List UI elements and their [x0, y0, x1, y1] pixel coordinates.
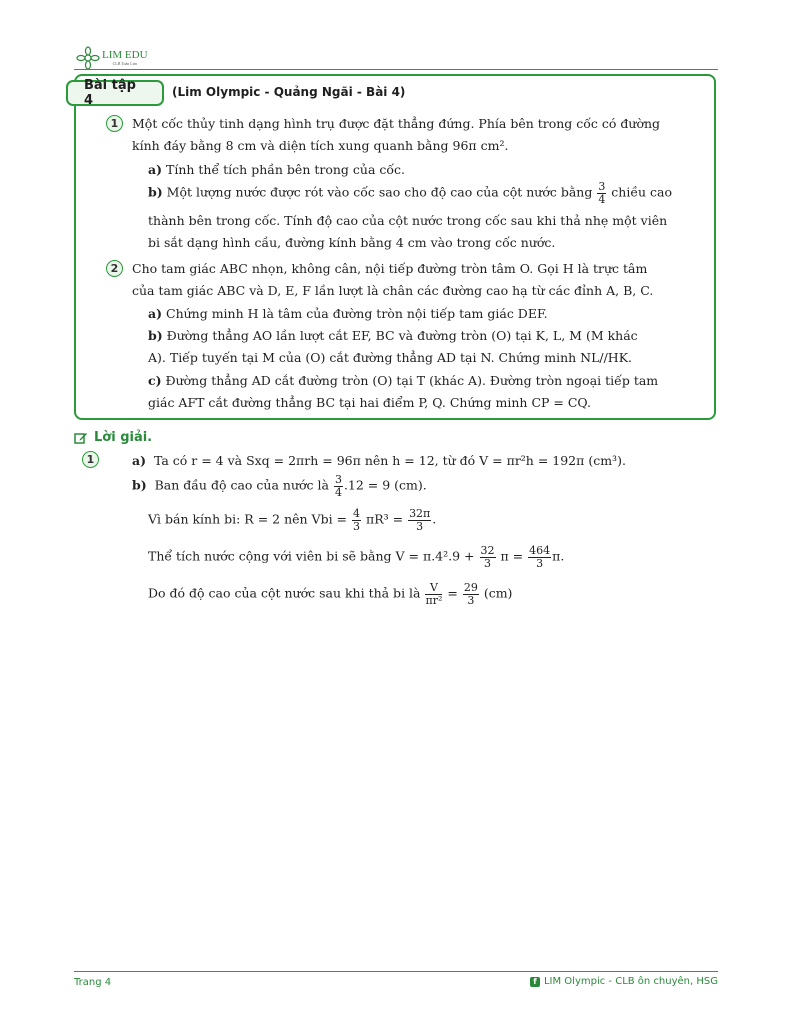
q2b-line2: A). Tiếp tuyến tại M của (O) cắt đường thẳng AD tại N. Chứng minh NL//HK.	[148, 350, 633, 365]
q1b-line1: b) Một lượng nước được rót vào cốc sao cho độ cao của cột nước bằng $\frac{3}{4}$ chiều cao	[148, 180, 673, 206]
edit-pencil-icon	[74, 431, 88, 445]
q1-line1: Một cốc thủy tinh dạng hình trụ được đặt thẳng đứng. Phía bên trong cốc có đường	[132, 116, 661, 131]
q1b-line2: thành bên trong cốc. Tính độ cao của cột nước trong cốc sau khi thả nhẹ một viên	[148, 213, 668, 228]
q2a: a) Chứng minh H là tâm của đường tròn nội tiếp tam giác DEF.	[148, 306, 548, 321]
solution-heading: Lời giải.	[74, 430, 152, 445]
q2-line2: của tam giác ABC và D, E, F lần lượt là chân các đường cao hạ từ các đỉnh A, B, C.	[132, 283, 654, 298]
brand-name: LIM EDU CLB Toán Lim	[102, 49, 148, 66]
q1-line2: kính đáy bằng 8 cm và diện tích xung quanh bằng 96π cm².	[132, 138, 509, 153]
solution-b-line2: Vì bán kính bi: R = 2 nên Vbi = $\frac{4}{3}$ πR³ = $\frac{32\pi}{3}$ .	[148, 507, 437, 533]
q1b-line3: bi sắt dạng hình cầu, đường kính bằng 4 cm vào trong cốc nước.	[148, 235, 556, 250]
q2-line1: Cho tam giác ABC nhọn, không cân, nội tiếp đường tròn tâm O. Gọi H là trực tâm	[132, 261, 648, 276]
q2c-line2: giác AFT cắt đường thẳng BC tại hai điểm P, Q. Chứng minh CP = CQ.	[148, 395, 592, 410]
q2c-line1: c) Đường thẳng AD cắt đường tròn (O) tại T (khác A). Đường tròn ngoại tiếp tam	[148, 373, 659, 388]
problem-source: (Lim Olympic - Quảng Ngãi - Bài 4)	[172, 85, 406, 99]
item-number-2: 2	[106, 260, 123, 277]
problem-tab: Bài tập 4	[66, 80, 164, 106]
solution-b-line1: b) Ban đầu độ cao của nước là $\frac{3}{4}$ .12 = 9 (cm).	[132, 473, 427, 499]
header-rule	[74, 69, 718, 70]
logo	[76, 46, 148, 70]
page-number: Trang 4	[74, 977, 112, 988]
q1a: a) Tính thể tích phần bên trong của cốc.	[148, 162, 406, 177]
flower-logo-icon	[76, 46, 100, 70]
footer-credit: f LIM Olympic - CLB ôn chuyên, HSG	[530, 976, 718, 987]
q2b-line1: b) Đường thẳng AO lần lượt cắt EF, BC và đường tròn (O) tại K, L, M (M khác	[148, 328, 638, 343]
footer-rule	[74, 971, 718, 972]
facebook-icon: f	[530, 977, 540, 987]
brand-subtitle: CLB Toán Lim	[112, 61, 137, 66]
solution-b-line4: Do đó độ cao của cột nước sau khi thả bi là $\frac{V}{\text{πr²}}$ = $\frac{29}{3}$ (cm)	[148, 581, 513, 607]
solution-a: a) Ta có r = 4 và Sxq = 2πrh = 96π nên h = 12, từ đó V = πr²h = 192π (cm³).	[132, 453, 626, 468]
solution-number-1: 1	[82, 451, 99, 468]
solution-b-line3: Thể tích nước cộng với viên bi sẽ bằng V = π.4².9 + $\frac{32}{3}$ π = $\frac{464}{3}$ π.	[148, 544, 565, 570]
item-number-1: 1	[106, 115, 123, 132]
